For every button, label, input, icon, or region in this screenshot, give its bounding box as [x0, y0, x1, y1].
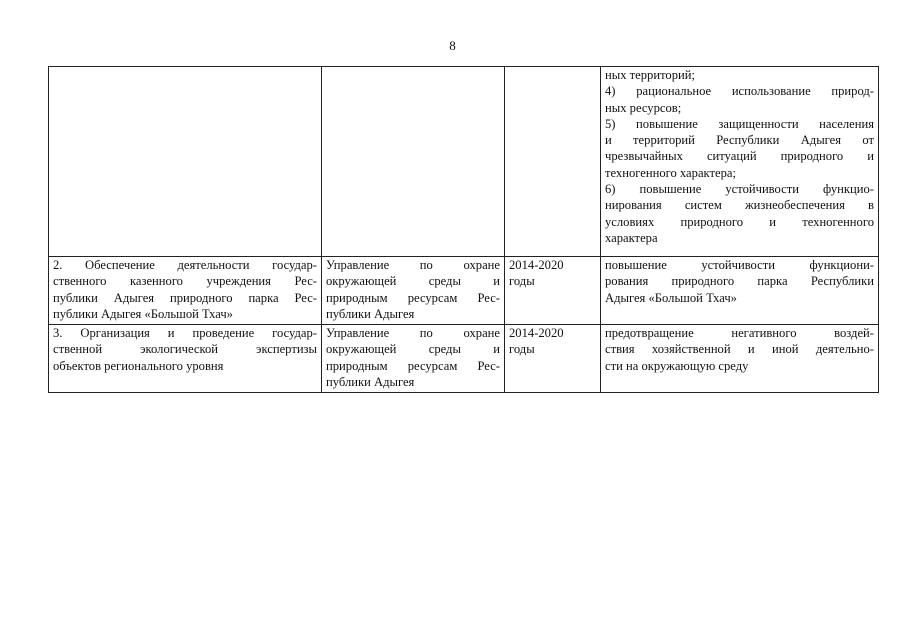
- measure-line: ственного казенного учреждения Рес-: [53, 274, 317, 289]
- result-line: ствия хозяйственной и иной деятельно-: [605, 342, 874, 357]
- table-row: [49, 325, 879, 393]
- table-row: [49, 257, 879, 325]
- result-line: 4) рациональное использование природ-: [605, 84, 874, 99]
- result-line: предотвращение негативного воздей-: [605, 326, 874, 340]
- result-cell: [601, 257, 879, 325]
- measures-table: [48, 66, 879, 393]
- result-line: ных ресурсов;: [605, 100, 682, 115]
- executor-line: публики Адыгея: [326, 306, 415, 321]
- executor-line: Управление по охране: [326, 326, 500, 340]
- executor-line: окружающей среды и: [326, 342, 500, 357]
- result-cell: [601, 67, 879, 257]
- executor-line: публики Адыгея: [326, 374, 415, 389]
- period-cell: [505, 325, 601, 393]
- result-line: и территорий Республики Адыгея от: [605, 133, 874, 148]
- page-number: 8: [449, 38, 456, 53]
- result-line: условиях природного и техногенного: [605, 214, 874, 229]
- result-line: нирования систем жизнеобеспечения в: [605, 198, 874, 213]
- period-cell: [505, 67, 601, 257]
- result-line: ных территорий;: [605, 68, 695, 82]
- measure-line: объектов регионального уровня: [53, 358, 224, 373]
- executor-line: природным ресурсам Рес-: [326, 290, 500, 305]
- result-line: рования природного парка Республики: [605, 274, 874, 289]
- measure-cell: [49, 257, 322, 325]
- period-line: годы: [509, 342, 535, 357]
- period-cell: [505, 257, 601, 325]
- result-line: 6) повышение устойчивости функцио-: [605, 182, 874, 197]
- executor-cell: [322, 325, 505, 393]
- measure-cell: [49, 325, 322, 393]
- executor-line: Управление по охране: [326, 258, 500, 272]
- measure-line: 2. Обеспечение деятельности государ-: [53, 258, 317, 272]
- result-line: характера: [605, 230, 658, 245]
- measure-line: публики Адыгея природного парка Рес-: [53, 290, 317, 305]
- period-line: годы: [509, 274, 535, 289]
- result-line: чрезвычайных ситуаций природного и: [605, 149, 874, 164]
- measure-line: публики Адыгея «Большой Тхач»: [53, 306, 233, 321]
- result-line: 5) повышение защищенности населения: [605, 116, 874, 131]
- executor-cell: [322, 257, 505, 325]
- result-line: техногенного характера;: [605, 165, 736, 180]
- executor-line: природным ресурсам Рес-: [326, 358, 500, 373]
- period-line: 2014-2020: [509, 258, 564, 272]
- executor-line: окружающей среды и: [326, 274, 500, 289]
- period-line: 2014-2020: [509, 326, 564, 340]
- result-cell: [601, 325, 879, 393]
- measure-line: 3. Организация и проведение государ-: [53, 326, 317, 340]
- table-row-continued: [49, 67, 879, 257]
- executor-cell: [322, 67, 505, 257]
- result-line: сти на окружающую среду: [605, 358, 749, 373]
- measure-cell: [49, 67, 322, 257]
- measure-line: ственной экологической экспертизы: [53, 342, 317, 357]
- result-line: Адыгея «Большой Тхач»: [605, 290, 737, 305]
- result-line: повышение устойчивости функциони-: [605, 258, 874, 272]
